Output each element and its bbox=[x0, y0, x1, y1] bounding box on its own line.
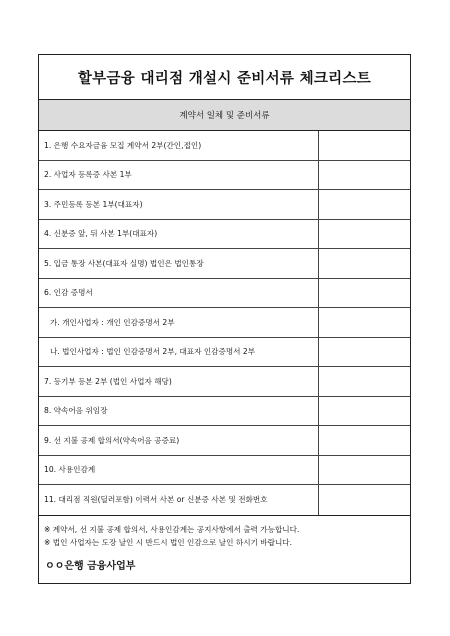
checklist-row bbox=[39, 190, 410, 220]
checklist-table bbox=[39, 131, 410, 516]
checklist-item-label: 5. 입금 통장 사본(대표자 실명) 법인은 법인통장 bbox=[39, 249, 319, 278]
checklist-item-label: 3. 주민등록 등본 1부(대표자) bbox=[39, 190, 319, 219]
checklist-check-cell[interactable] bbox=[319, 397, 410, 426]
checklist-check-cell[interactable] bbox=[319, 485, 410, 515]
note-line: ※ 계약서, 선 지불 공제 합의서, 사용인감계는 공지사항에서 출력 가능합니다. bbox=[44, 524, 300, 534]
checklist-check-cell[interactable] bbox=[319, 249, 410, 278]
checklist-check-cell[interactable] bbox=[319, 426, 410, 455]
checklist-document bbox=[38, 54, 411, 584]
checklist-check-cell[interactable] bbox=[319, 338, 410, 367]
checklist-row bbox=[39, 131, 410, 161]
checklist-item-label: 9. 선 지불 공제 합의서(약속어음 공증료) bbox=[39, 426, 319, 455]
checklist-check-cell[interactable] bbox=[319, 308, 410, 337]
checklist-item-label: 6. 인감 증명서 bbox=[39, 279, 319, 308]
checklist-check-cell[interactable] bbox=[319, 367, 410, 396]
section-header: 계약서 일체 및 준비서류 bbox=[39, 100, 410, 131]
checklist-row bbox=[39, 367, 410, 397]
checklist-item-label: 2. 사업자 등록증 사본 1부 bbox=[39, 161, 319, 190]
checklist-subrow bbox=[39, 308, 410, 338]
document-title: 할부금융 대리점 개설시 준비서류 체크리스트 bbox=[39, 55, 410, 100]
checklist-item-label: 가. 개인사업자 : 개인 인감증명서 2부 bbox=[39, 308, 319, 337]
checklist-row bbox=[39, 426, 410, 456]
checklist-item-label: 7. 등기부 등본 2부 (법인 사업자 해당) bbox=[39, 367, 319, 396]
checklist-item-label: 4. 신분증 앞, 뒤 사본 1부(대표자) bbox=[39, 220, 319, 249]
note-line: ※ 법인 사업자는 도장 날인 시 반드시 법인 인감으로 날인 하시기 바랍니다. bbox=[44, 537, 293, 547]
checklist-check-cell[interactable] bbox=[319, 279, 410, 308]
notes-block bbox=[39, 516, 410, 549]
checklist-row bbox=[39, 161, 410, 191]
checklist-check-cell[interactable] bbox=[319, 131, 410, 160]
checklist-check-cell[interactable] bbox=[319, 456, 410, 485]
checklist-item-label: 8. 약속어음 위임장 bbox=[39, 397, 319, 426]
checklist-row bbox=[39, 249, 410, 279]
checklist-check-cell[interactable] bbox=[319, 161, 410, 190]
checklist-row bbox=[39, 456, 410, 486]
checklist-row bbox=[39, 279, 410, 309]
checklist-item-label: 나. 법인사업자 : 법인 인감증명서 2부, 대표자 인감증명서 2부 bbox=[39, 338, 319, 367]
checklist-item-label: 1. 은행 수요자금융 모집 계약서 2부(간인,접인) bbox=[39, 131, 319, 160]
checklist-row bbox=[39, 485, 410, 515]
checklist-row bbox=[39, 220, 410, 250]
checklist-row bbox=[39, 397, 410, 427]
checklist-check-cell[interactable] bbox=[319, 220, 410, 249]
checklist-subrow bbox=[39, 338, 410, 368]
checklist-check-cell[interactable] bbox=[319, 190, 410, 219]
checklist-item-label: 11. 대리점 직원(딜러포함) 이력서 사본 or 신분증 사본 및 전화번호 bbox=[39, 485, 319, 515]
organization-name: ㅇㅇ은행 금융사업부 bbox=[45, 560, 136, 572]
checklist-item-label: 10. 사용인감계 bbox=[39, 456, 319, 485]
